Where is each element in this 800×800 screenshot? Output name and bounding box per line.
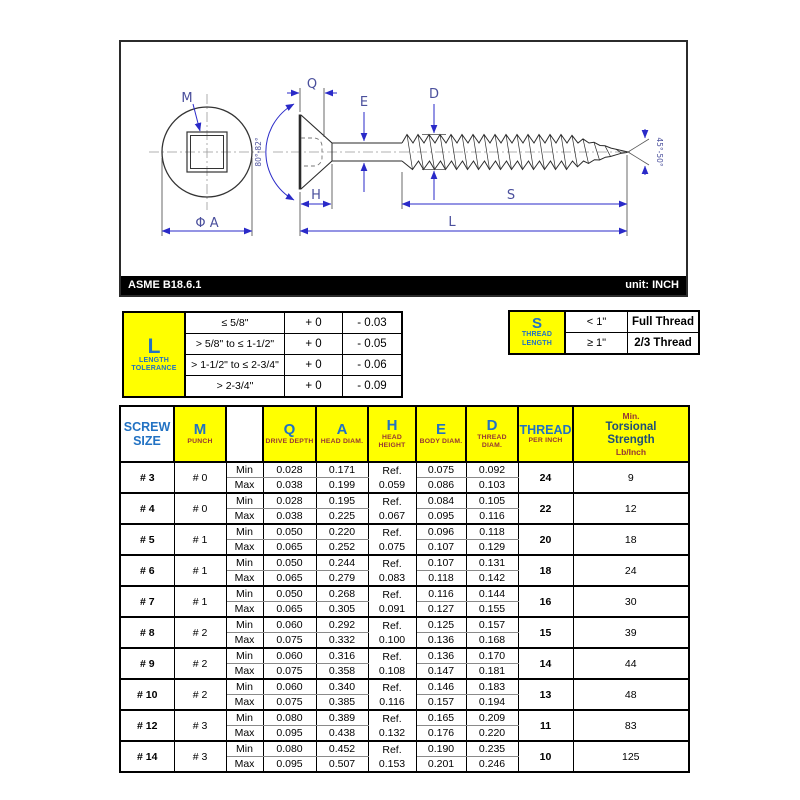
d-min-value: 0.157 xyxy=(466,617,518,633)
threads-per-inch-value: 16 xyxy=(518,586,573,617)
e-min-value: 0.125 xyxy=(416,617,466,633)
min-label: Min xyxy=(226,524,263,540)
min-label: Min xyxy=(226,462,263,478)
tolerance-plus: + 0 xyxy=(285,376,343,398)
e-max-value: 0.086 xyxy=(416,478,466,494)
a-max-value: 0.305 xyxy=(316,602,368,618)
q-min-value: 0.080 xyxy=(263,710,316,726)
screw-size-value: # 9 xyxy=(120,648,174,679)
screw-size-value: # 10 xyxy=(120,679,174,710)
screw-spec-table xyxy=(119,405,690,773)
h-ref-value: 0.067 xyxy=(378,509,406,522)
threads-per-inch-value: 20 xyxy=(518,524,573,555)
q-max-value: 0.038 xyxy=(263,509,316,525)
min-label: Min xyxy=(226,648,263,664)
punch-size-value: # 1 xyxy=(174,586,226,617)
d-max-value: 0.194 xyxy=(466,695,518,711)
d-max-value: 0.220 xyxy=(466,726,518,742)
q-min-value: 0.060 xyxy=(263,679,316,695)
threads-per-inch-value: 13 xyxy=(518,679,573,710)
spec-row-min xyxy=(120,741,689,757)
tolerance-range: ≤ 5/8" xyxy=(185,312,285,334)
d-max-value: 0.246 xyxy=(466,757,518,773)
d-max-value: 0.116 xyxy=(466,509,518,525)
punch-size-value: # 1 xyxy=(174,524,226,555)
head-height-cell xyxy=(368,555,416,586)
point-angle-legs xyxy=(628,139,649,165)
tolerance-range: > 2-3/4" xyxy=(185,376,285,398)
spec-row-min xyxy=(120,710,689,726)
screw-drawing xyxy=(121,42,686,276)
header-q-drive-depth: Q DRIVE DEPTH xyxy=(263,406,316,462)
h-ref-value: 0.116 xyxy=(379,695,405,708)
e-min-value: 0.075 xyxy=(416,462,466,478)
a-min-value: 0.389 xyxy=(316,710,368,726)
a-max-value: 0.332 xyxy=(316,633,368,649)
a-min-value: 0.452 xyxy=(316,741,368,757)
max-label: Max xyxy=(226,509,263,525)
a-min-value: 0.220 xyxy=(316,524,368,540)
thread-length-value: Full Thread xyxy=(628,311,700,333)
q-max-value: 0.075 xyxy=(263,633,316,649)
symbol-s: S xyxy=(531,315,542,332)
punch-size-value: # 2 xyxy=(174,679,226,710)
e-max-value: 0.107 xyxy=(416,540,466,556)
screw-size-value: # 7 xyxy=(120,586,174,617)
e-min-value: 0.107 xyxy=(416,555,466,571)
head-height-cell xyxy=(368,741,416,772)
q-max-value: 0.065 xyxy=(263,571,316,587)
length-tolerance-table xyxy=(122,311,403,398)
a-max-value: 0.358 xyxy=(316,664,368,680)
punch-size-value: # 2 xyxy=(174,648,226,679)
q-min-value: 0.050 xyxy=(263,524,316,540)
a-min-value: 0.171 xyxy=(316,462,368,478)
threads-per-inch-value: 11 xyxy=(518,710,573,741)
a-max-value: 0.385 xyxy=(316,695,368,711)
header-torsional-strength: Min. Torsional Strength Lb/Inch xyxy=(573,406,689,462)
e-max-value: 0.201 xyxy=(416,757,466,773)
h-ref-value: 0.108 xyxy=(378,664,406,677)
spec-row-min xyxy=(120,555,689,571)
d-min-value: 0.118 xyxy=(466,524,518,540)
min-label: Min xyxy=(226,617,263,633)
a-max-value: 0.507 xyxy=(316,757,368,773)
q-min-value: 0.050 xyxy=(263,586,316,602)
d-max-value: 0.155 xyxy=(466,602,518,618)
a-min-value: 0.340 xyxy=(316,679,368,695)
d-max-value: 0.142 xyxy=(466,571,518,587)
threads-per-inch-value: 14 xyxy=(518,648,573,679)
max-label: Max xyxy=(226,540,263,556)
q-min-value: 0.060 xyxy=(263,617,316,633)
torsional-strength-value: 18 xyxy=(573,524,689,555)
e-min-value: 0.136 xyxy=(416,648,466,664)
d-max-value: 0.168 xyxy=(466,633,518,649)
thread-length-value: 2/3 Thread xyxy=(628,333,700,355)
torsional-strength-value: 83 xyxy=(573,710,689,741)
tolerance-minus: - 0.09 xyxy=(343,376,403,398)
q-max-value: 0.038 xyxy=(263,478,316,494)
d-min-value: 0.170 xyxy=(466,648,518,664)
screw-size-value: # 4 xyxy=(120,493,174,524)
head-height-cell xyxy=(368,617,416,648)
q-max-value: 0.065 xyxy=(263,540,316,556)
screw-size-value: # 12 xyxy=(120,710,174,741)
ref-label: Ref. xyxy=(382,588,402,601)
head-height-cell xyxy=(368,679,416,710)
min-label: Min xyxy=(226,493,263,509)
h-ref-value: 0.075 xyxy=(378,540,406,553)
max-label: Max xyxy=(226,757,263,773)
d-min-value: 0.131 xyxy=(466,555,518,571)
spec-row-min xyxy=(120,493,689,509)
head-height-cell xyxy=(368,493,416,524)
min-label: Min xyxy=(226,710,263,726)
h-ref-value: 0.059 xyxy=(378,478,406,491)
a-max-value: 0.225 xyxy=(316,509,368,525)
q-max-value: 0.075 xyxy=(263,695,316,711)
spec-row-min xyxy=(120,617,689,633)
spec-header-row xyxy=(120,406,689,462)
torsional-strength-value: 44 xyxy=(573,648,689,679)
header-m-punch: M PUNCH xyxy=(174,406,226,462)
screw-size-value: # 6 xyxy=(120,555,174,586)
q-min-value: 0.028 xyxy=(263,493,316,509)
tolerance-range: > 1-1/2" to ≤ 2-3/4" xyxy=(185,355,285,376)
ref-label: Ref. xyxy=(382,650,402,663)
ref-label: Ref. xyxy=(382,681,402,694)
centerlines xyxy=(149,94,633,210)
header-thread-per-inch: THREAD PER INCH xyxy=(518,406,573,462)
head-height-cell xyxy=(368,524,416,555)
a-min-value: 0.268 xyxy=(316,586,368,602)
spec-row-min xyxy=(120,462,689,478)
h-ref-value: 0.091 xyxy=(378,602,406,615)
punch-size-value: # 3 xyxy=(174,710,226,741)
punch-size-value: # 0 xyxy=(174,493,226,524)
ref-label: Ref. xyxy=(382,557,402,570)
screw-size-value: # 14 xyxy=(120,741,174,772)
point-angle-label: 45°-50° xyxy=(655,137,664,167)
standard-title-bar xyxy=(121,276,686,295)
standard-label: ASME B18.6.1 xyxy=(128,279,202,291)
punch-size-value: # 2 xyxy=(174,617,226,648)
q-min-value: 0.028 xyxy=(263,462,316,478)
tolerance-minus: - 0.06 xyxy=(343,355,403,376)
head-height-cell xyxy=(368,462,416,493)
max-label: Max xyxy=(226,664,263,680)
torsional-strength-value: 39 xyxy=(573,617,689,648)
screw-drawing-panel xyxy=(119,40,688,297)
e-min-value: 0.116 xyxy=(416,586,466,602)
min-label: Min xyxy=(226,586,263,602)
d-min-value: 0.144 xyxy=(466,586,518,602)
head-height-cell xyxy=(368,648,416,679)
tolerance-plus: + 0 xyxy=(285,355,343,376)
max-label: Max xyxy=(226,602,263,618)
d-max-value: 0.103 xyxy=(466,478,518,494)
header-screw-size: SCREW SIZE xyxy=(120,406,174,462)
e-max-value: 0.095 xyxy=(416,509,466,525)
a-max-value: 0.279 xyxy=(316,571,368,587)
extension-lines xyxy=(162,88,627,236)
min-label: Min xyxy=(226,741,263,757)
max-label: Max xyxy=(226,478,263,494)
thread-length-range: < 1" xyxy=(565,311,628,333)
dim-label-s: S xyxy=(506,188,516,203)
a-max-value: 0.199 xyxy=(316,478,368,494)
dim-label-m: M xyxy=(181,91,193,106)
head-height-cell xyxy=(368,710,416,741)
head-height-cell xyxy=(368,586,416,617)
header-minmax-spacer xyxy=(226,406,263,462)
header-d-thread-diam: D THREAD DIAM. xyxy=(466,406,518,462)
e-max-value: 0.136 xyxy=(416,633,466,649)
screw-size-value: # 8 xyxy=(120,617,174,648)
h-ref-value: 0.100 xyxy=(378,633,406,646)
e-min-value: 0.096 xyxy=(416,524,466,540)
spec-row-min xyxy=(120,586,689,602)
ref-label: Ref. xyxy=(382,495,402,508)
q-max-value: 0.065 xyxy=(263,602,316,618)
e-max-value: 0.127 xyxy=(416,602,466,618)
max-label: Max xyxy=(226,695,263,711)
threads-per-inch-value: 22 xyxy=(518,493,573,524)
e-max-value: 0.157 xyxy=(416,695,466,711)
tolerance-plus: + 0 xyxy=(285,312,343,334)
thread-length-symbol-cell: S THREAD LENGTH xyxy=(509,311,565,354)
threads-per-inch-value: 18 xyxy=(518,555,573,586)
unit-label: unit: INCH xyxy=(625,279,679,291)
a-min-value: 0.195 xyxy=(316,493,368,509)
q-min-value: 0.080 xyxy=(263,741,316,757)
q-max-value: 0.095 xyxy=(263,757,316,773)
dim-label-q: Q xyxy=(306,77,318,92)
punch-size-value: # 3 xyxy=(174,741,226,772)
h-ref-value: 0.083 xyxy=(378,571,406,584)
threads-per-inch-value: 15 xyxy=(518,617,573,648)
screw-size-value: # 3 xyxy=(120,462,174,493)
dim-label-phi-a: Φ A xyxy=(195,216,219,231)
d-min-value: 0.105 xyxy=(466,493,518,509)
a-min-value: 0.292 xyxy=(316,617,368,633)
a-max-value: 0.252 xyxy=(316,540,368,556)
e-min-value: 0.084 xyxy=(416,493,466,509)
e-min-value: 0.165 xyxy=(416,710,466,726)
torsional-strength-value: 24 xyxy=(573,555,689,586)
punch-size-value: # 0 xyxy=(174,462,226,493)
length-tolerance-symbol-cell: L LENGTH TOLERANCE xyxy=(123,312,185,397)
torsional-strength-value: 125 xyxy=(573,741,689,772)
d-max-value: 0.181 xyxy=(466,664,518,680)
ref-label: Ref. xyxy=(382,619,402,632)
h-ref-value: 0.153 xyxy=(378,757,406,770)
a-min-value: 0.316 xyxy=(316,648,368,664)
d-max-value: 0.129 xyxy=(466,540,518,556)
d-min-value: 0.209 xyxy=(466,710,518,726)
tolerance-minus: - 0.05 xyxy=(343,334,403,355)
torsional-strength-value: 30 xyxy=(573,586,689,617)
head-angle-label: 80°-82° xyxy=(254,137,263,167)
spec-row-min xyxy=(120,524,689,540)
e-max-value: 0.147 xyxy=(416,664,466,680)
ref-label: Ref. xyxy=(382,526,402,539)
q-min-value: 0.060 xyxy=(263,648,316,664)
tolerance-range: > 5/8" to ≤ 1-1/2" xyxy=(185,334,285,355)
screw-size-value: # 5 xyxy=(120,524,174,555)
header-h-head-height: H HEAD HEIGHT xyxy=(368,406,416,462)
min-label: Min xyxy=(226,555,263,571)
max-label: Max xyxy=(226,633,263,649)
max-label: Max xyxy=(226,726,263,742)
e-min-value: 0.146 xyxy=(416,679,466,695)
thread-length-range: ≥ 1" xyxy=(565,333,628,355)
punch-size-value: # 1 xyxy=(174,555,226,586)
dim-label-l: L xyxy=(448,215,456,230)
ref-label: Ref. xyxy=(382,464,402,477)
symbol-l: L xyxy=(147,334,161,358)
min-label: Min xyxy=(226,679,263,695)
d-min-value: 0.092 xyxy=(466,462,518,478)
max-label: Max xyxy=(226,571,263,587)
torsional-strength-value: 9 xyxy=(573,462,689,493)
tolerance-minus: - 0.03 xyxy=(343,312,403,334)
threads-per-inch-value: 10 xyxy=(518,741,573,772)
d-min-value: 0.183 xyxy=(466,679,518,695)
q-max-value: 0.075 xyxy=(263,664,316,680)
dim-label-h: H xyxy=(311,188,321,203)
dim-label-d: D xyxy=(428,87,440,102)
header-a-head-diam: A HEAD DIAM. xyxy=(316,406,368,462)
threads-per-inch-value: 24 xyxy=(518,462,573,493)
torsional-strength-value: 48 xyxy=(573,679,689,710)
torsional-strength-value: 12 xyxy=(573,493,689,524)
ref-label: Ref. xyxy=(382,743,402,756)
q-min-value: 0.050 xyxy=(263,555,316,571)
a-min-value: 0.244 xyxy=(316,555,368,571)
e-max-value: 0.176 xyxy=(416,726,466,742)
tolerance-plus: + 0 xyxy=(285,334,343,355)
dim-label-e: E xyxy=(359,95,369,110)
e-min-value: 0.190 xyxy=(416,741,466,757)
thread-length-table xyxy=(508,310,700,355)
spec-row-min xyxy=(120,648,689,664)
e-max-value: 0.118 xyxy=(416,571,466,587)
q-max-value: 0.095 xyxy=(263,726,316,742)
ref-label: Ref. xyxy=(382,712,402,725)
d-min-value: 0.235 xyxy=(466,741,518,757)
h-ref-value: 0.132 xyxy=(378,726,406,739)
header-e-body-diam: E BODY DIAM. xyxy=(416,406,466,462)
a-max-value: 0.438 xyxy=(316,726,368,742)
spec-row-min xyxy=(120,679,689,695)
